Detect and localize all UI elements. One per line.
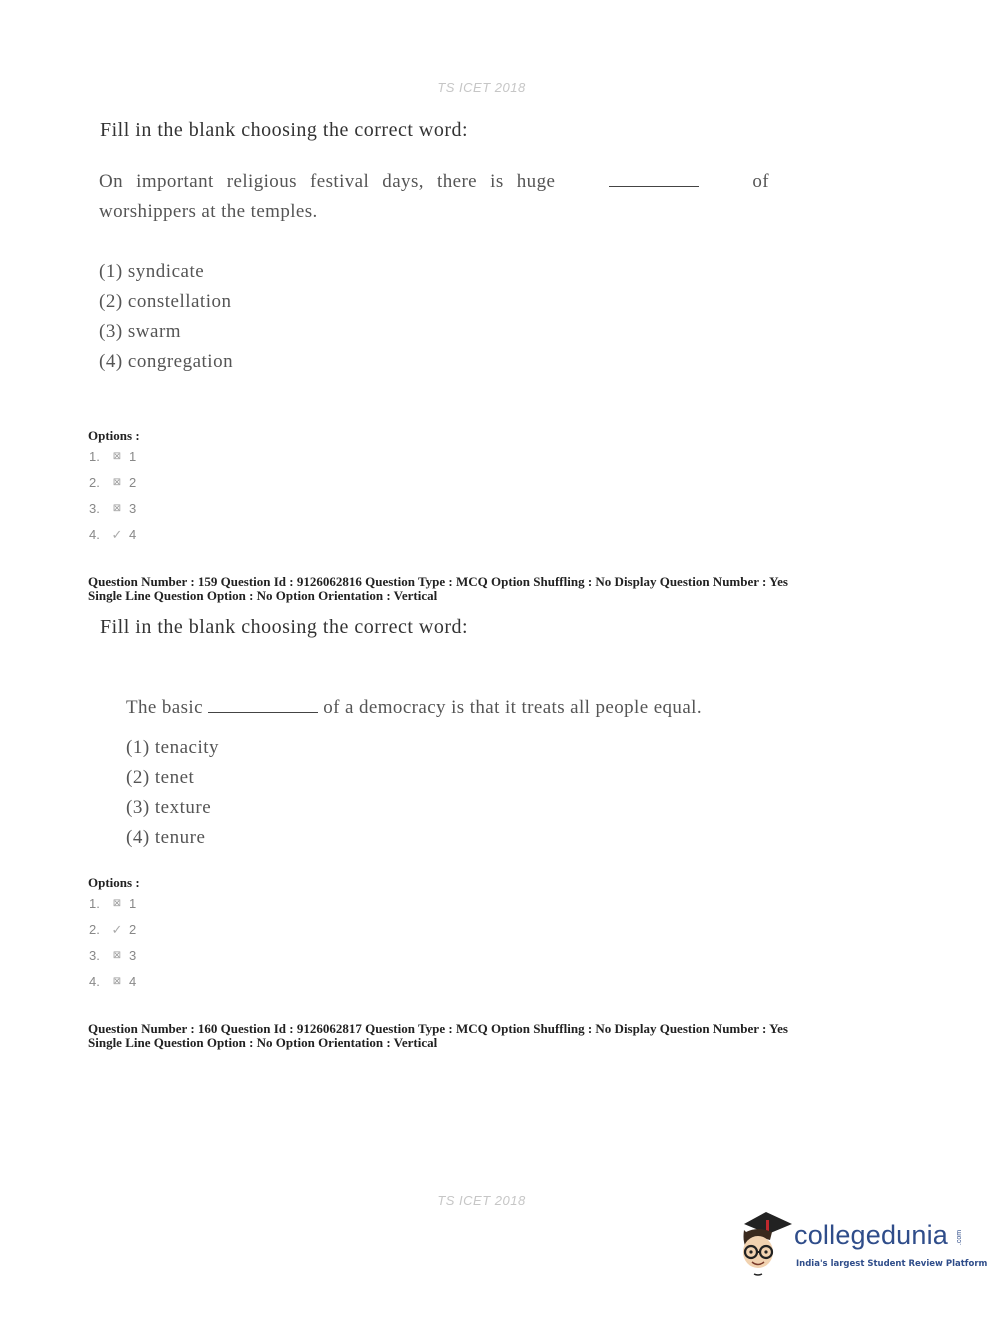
cross-icon: ⊠ [112,477,122,488]
choice-item: (3) swarm [99,321,182,342]
cross-icon: ⊠ [112,976,122,987]
tick-icon: ✓ [111,527,123,542]
option-number: 2. [89,475,100,490]
option-number: 4. [89,527,100,542]
option-value: 3 [129,501,137,516]
choice-item: (1) tenacity [126,737,220,758]
cross-icon: ⊠ [112,451,122,462]
question-2-text [126,693,702,723]
choice-item: (2) tenet [126,767,195,788]
option-number: 1. [89,896,100,911]
logo-suffix: .com [956,1229,964,1246]
option-number: 3. [89,948,100,963]
meta-line-1: Question Number : 159 Question Id : 9126062816 Question Type : MCQ Option Shuffling : No Display Question Number : Yes [88,574,788,589]
option-number: 2. [89,922,100,937]
option-row [89,943,136,969]
option-value: 3 [129,948,137,963]
choice-item: (4) congregation [99,351,234,372]
option-value: 2 [129,922,137,937]
option-value: 1 [129,896,137,911]
question-1-text-before: On important religious festival days, there is huge [99,171,556,192]
choice-item: (3) texture [126,797,212,818]
question-1-options-label: Options : [88,428,140,443]
question-2-options-label: Options : [88,875,140,890]
logo-wordmark: collegedunia [794,1220,949,1250]
question-1-text [99,167,769,227]
question-1-choices [99,257,233,377]
cross-icon: ⊠ [112,950,122,961]
question-2-title: Fill in the blank choosing the correct word: [100,616,469,638]
question-1-options [89,444,136,548]
choice-item: (2) constellation [99,291,232,312]
option-row [89,891,136,917]
question-1-blank [609,170,699,187]
question-2-choices [126,733,219,853]
option-value: 2 [129,475,137,490]
question-2-meta [88,1022,788,1050]
meta-line-2: Single Line Question Option : No Option Orientation : Vertical [88,588,438,603]
option-number: 4. [89,974,100,989]
option-row [89,969,136,995]
question-2-options [89,891,136,995]
tick-icon: ✓ [111,922,123,937]
question-1-text-after: of [752,171,769,192]
choice-item: (4) tenure [126,827,206,848]
question-1-title: Fill in the blank choosing the correct word: [100,119,469,141]
choice-item: (1) syndicate [99,261,205,282]
option-value: 4 [129,527,137,542]
option-row [89,470,136,496]
meta-line-1: Question Number : 160 Question Id : 9126062817 Question Type : MCQ Option Shuffling : No Display Question Number : Yes [88,1021,788,1036]
header-watermark: TS ICET 2018 [437,80,526,95]
option-row [89,496,136,522]
question-1-meta [88,575,788,603]
option-value: 4 [129,974,137,989]
option-row [89,522,136,548]
footer-watermark: TS ICET 2018 [437,1193,526,1208]
option-value: 1 [129,449,137,464]
question-2-text-before: The basic [126,697,203,718]
question-2-text-after: of a democracy is that it treats all people equal. [323,697,702,718]
cross-icon: ⊠ [112,503,122,514]
cross-icon: ⊠ [112,898,122,909]
mascot-icon [736,1210,794,1282]
option-number: 3. [89,501,100,516]
meta-line-2: Single Line Question Option : No Option Orientation : Vertical [88,1035,438,1050]
collegedunia-logo [736,1210,988,1282]
question-1-text-line2: worshippers at the temples. [99,201,318,222]
option-number: 1. [89,449,100,464]
option-row [89,917,136,943]
question-2-blank [208,696,318,713]
option-row [89,444,136,470]
logo-tagline: India's largest Student Review Platform [796,1259,988,1269]
